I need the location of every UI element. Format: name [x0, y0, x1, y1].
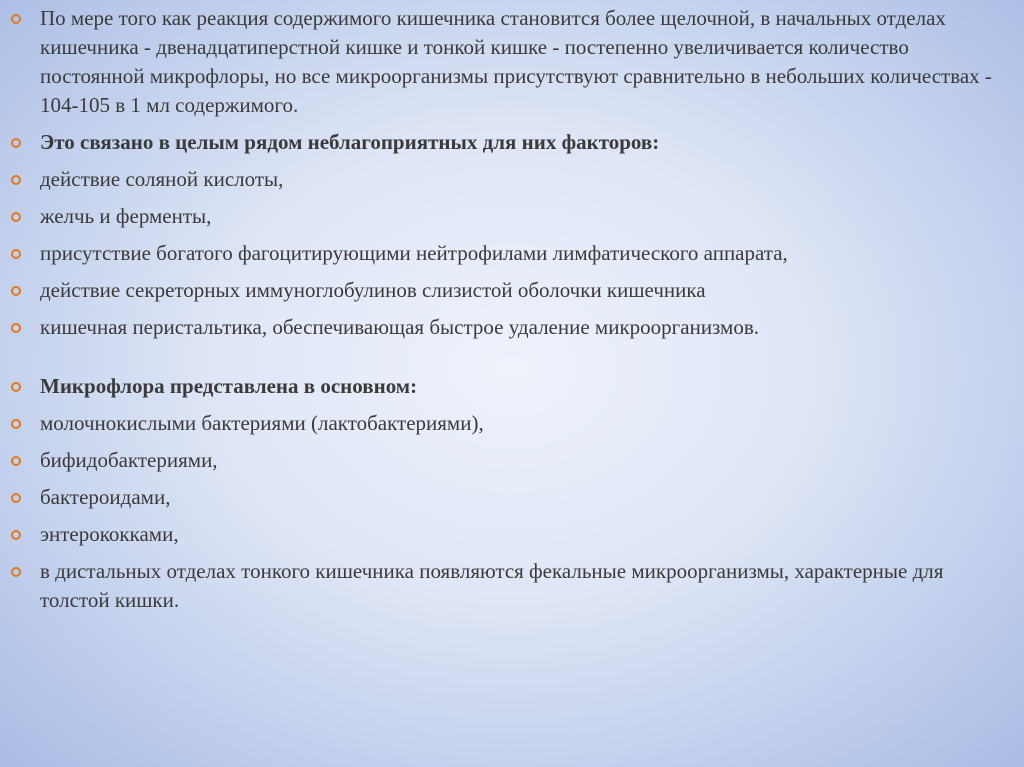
list-item: [0, 446, 1024, 475]
bullet-icon: [11, 323, 21, 333]
list-item: [0, 276, 1024, 305]
bullet-text: присутствие богатого фагоцитирующими нейтрофилами лимфатического аппарата,: [40, 241, 788, 265]
bullet-icon: [11, 382, 21, 392]
bullet-text: действие секреторных иммуноглобулинов слизистой оболочки кишечника: [40, 278, 706, 302]
bullet-icon: [11, 249, 21, 259]
list-item: [0, 520, 1024, 549]
bullet-icon: [11, 286, 21, 296]
bullet-icon: [11, 567, 21, 577]
bullet-icon: [11, 212, 21, 222]
list-item: [0, 557, 1024, 615]
bullet-list: [0, 4, 1024, 623]
list-item: [0, 128, 1024, 157]
bullet-text: бактероидами,: [40, 485, 171, 509]
list-item: [0, 409, 1024, 438]
bullet-icon: [11, 493, 21, 503]
bullet-text: По мере того как реакция содержимого кишечника становится более щелочной, в начальных отделах кишечника - двенадцатиперстной кишке и тонкой кишке - постепенно увеличивается количество постоянной микрофлоры, но все микроорганизмы присутствуют сравнительно в небольших количествах - 104-105 в 1 мл содержимого.: [40, 6, 992, 117]
list-item: [0, 4, 1024, 120]
bullet-icon: [11, 530, 21, 540]
bullet-text: действие соляной кислоты,: [40, 167, 284, 191]
bullet-text: желчь и ферменты,: [40, 204, 212, 228]
bullet-text: Микрофлора представлена в основном:: [40, 374, 418, 398]
bullet-text: в дистальных отделах тонкого кишечника появляются фекальные микроорганизмы, характерные для толстой кишки.: [40, 559, 944, 612]
bullet-icon: [11, 138, 21, 148]
bullet-icon: [11, 14, 21, 24]
bullet-icon: [11, 175, 21, 185]
list-item: [0, 202, 1024, 231]
bullet-text: Это связано в целым рядом неблагоприятных для них факторов:: [40, 130, 660, 154]
list-item: [0, 483, 1024, 512]
list-item: [0, 313, 1024, 342]
bullet-icon: [11, 456, 21, 466]
bullet-text: бифидобактериями,: [40, 448, 218, 472]
list-item: [0, 372, 1024, 401]
bullet-text: кишечная перистальтика, обеспечивающая быстрое удаление микроорганизмов.: [40, 315, 760, 339]
bullet-icon: [11, 419, 21, 429]
list-item: [0, 239, 1024, 268]
list-item: [0, 165, 1024, 194]
bullet-text: энтерококками,: [40, 522, 179, 546]
bullet-text: молочнокислыми бактериями (лактобактериями),: [40, 411, 484, 435]
